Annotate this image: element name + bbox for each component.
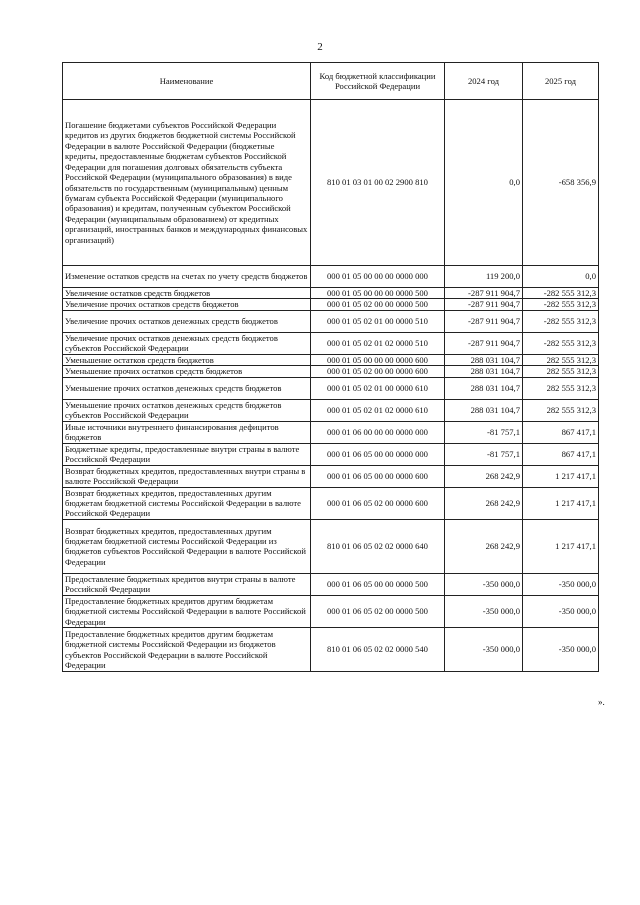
row-name-cell: Изменение остатков средств на счетах по учету средств бюджетов — [63, 266, 311, 288]
row-2025-value: -350 000,0 — [523, 628, 599, 672]
row-2025-value: 282 555 312,3 — [523, 354, 599, 365]
row-2024-value: 268 242,9 — [445, 519, 523, 573]
page-number: 2 — [317, 41, 323, 53]
row-code-cell: 000 01 06 05 02 00 0000 600 — [311, 487, 445, 519]
row-code-cell: 000 01 05 00 00 00 0000 000 — [311, 266, 445, 288]
row-name-cell: Увеличение прочих остатков денежных средств бюджетов — [63, 310, 311, 332]
row-2025-value: -282 555 312,3 — [523, 310, 599, 332]
row-2025-value: -658 356,9 — [523, 100, 599, 266]
budget-sources-table — [62, 62, 599, 672]
row-2024-value: -287 911 904,7 — [445, 299, 523, 310]
row-2025-value: -350 000,0 — [523, 595, 599, 627]
row-code-cell: 000 01 05 00 00 00 0000 600 — [311, 354, 445, 365]
table-row — [63, 443, 599, 465]
row-2025-value: 282 555 312,3 — [523, 377, 599, 399]
row-code-cell: 000 01 05 02 01 00 0000 610 — [311, 377, 445, 399]
row-2025-value: 0,0 — [523, 266, 599, 288]
row-2024-value: -350 000,0 — [445, 573, 523, 595]
row-2025-value: 282 555 312,3 — [523, 366, 599, 377]
row-code-cell: 000 01 06 05 00 00 0000 000 — [311, 443, 445, 465]
row-2025-value: 282 555 312,3 — [523, 399, 599, 421]
row-2024-value: 288 031 104,7 — [445, 354, 523, 365]
row-2025-value: -282 555 312,3 — [523, 299, 599, 310]
row-code-cell: 810 01 03 01 00 02 2900 810 — [311, 100, 445, 266]
table-header-row — [63, 63, 599, 100]
row-code-cell: 000 01 05 02 01 02 0000 510 — [311, 332, 445, 354]
table-row — [63, 288, 599, 299]
closing-quote-mark: ». — [598, 697, 605, 707]
row-code-cell: 000 01 06 05 02 00 0000 500 — [311, 595, 445, 627]
header-2025: 2025 год — [523, 63, 599, 100]
row-2024-value: -287 911 904,7 — [445, 310, 523, 332]
row-code-cell: 810 01 06 05 02 02 0000 540 — [311, 628, 445, 672]
table-row — [63, 377, 599, 399]
row-name-cell: Возврат бюджетных кредитов, предоставленных внутри страны в валюте Российской Федерации — [63, 465, 311, 487]
row-2025-value: 867 417,1 — [523, 421, 599, 443]
header-code: Код бюджетной классификации Российской Федерации — [311, 63, 445, 100]
row-code-cell: 810 01 06 05 02 02 0000 640 — [311, 519, 445, 573]
row-name-cell: Увеличение прочих остатков средств бюджетов — [63, 299, 311, 310]
row-name-cell: Уменьшение прочих остатков средств бюджетов — [63, 366, 311, 377]
row-2025-value: 1 217 417,1 — [523, 487, 599, 519]
row-code-cell: 000 01 05 02 00 00 0000 500 — [311, 299, 445, 310]
header-name: Наименование — [63, 63, 311, 100]
row-code-cell: 000 01 06 05 00 00 0000 600 — [311, 465, 445, 487]
table-row — [63, 354, 599, 365]
table-row — [63, 266, 599, 288]
row-2024-value: 0,0 — [445, 100, 523, 266]
row-2025-value: -282 555 312,3 — [523, 332, 599, 354]
table-row — [63, 299, 599, 310]
row-2025-value: -282 555 312,3 — [523, 288, 599, 299]
row-code-cell: 000 01 05 02 01 02 0000 610 — [311, 399, 445, 421]
table-row — [63, 595, 599, 627]
row-name-cell: Возврат бюджетных кредитов, предоставленных другим бюджетам бюджетной системы Российской Федерации в валюте Российской Федерации — [63, 487, 311, 519]
row-name-cell: Уменьшение остатков средств бюджетов — [63, 354, 311, 365]
table-row — [63, 310, 599, 332]
table-row — [63, 332, 599, 354]
table-row — [63, 573, 599, 595]
row-code-cell: 000 01 05 00 00 00 0000 500 — [311, 288, 445, 299]
table-row — [63, 366, 599, 377]
row-name-cell: Иные источники внутреннего финансирования дефицитов бюджетов — [63, 421, 311, 443]
row-name-cell: Возврат бюджетных кредитов, предоставленных другим бюджетам бюджетной системы Российской Федерации из бюджетов субъектов Российской Федерации в валюте Российской Федерации — [63, 519, 311, 573]
row-name-cell: Предоставление бюджетных кредитов другим бюджетам бюджетной системы Российской Федерации из бюджетов субъектов Российской Федерации в валюте Российской Федерации — [63, 628, 311, 672]
row-2024-value: 119 200,0 — [445, 266, 523, 288]
row-2024-value: 268 242,9 — [445, 465, 523, 487]
row-name-cell: Предоставление бюджетных кредитов внутри страны в валюте Российской Федерации — [63, 573, 311, 595]
header-2024: 2024 год — [445, 63, 523, 100]
table-row — [63, 399, 599, 421]
row-2024-value: -287 911 904,7 — [445, 288, 523, 299]
row-name-cell: Уменьшение прочих остатков денежных средств бюджетов — [63, 377, 311, 399]
table-row — [63, 628, 599, 672]
row-2025-value: 867 417,1 — [523, 443, 599, 465]
row-2024-value: 288 031 104,7 — [445, 399, 523, 421]
row-name-cell: Увеличение прочих остатков денежных средств бюджетов субъектов Российской Федерации — [63, 332, 311, 354]
table-row — [63, 100, 599, 266]
row-2024-value: -287 911 904,7 — [445, 332, 523, 354]
table-row — [63, 421, 599, 443]
table-row — [63, 465, 599, 487]
row-code-cell: 000 01 06 00 00 00 0000 000 — [311, 421, 445, 443]
row-name-cell: Увеличение остатков средств бюджетов — [63, 288, 311, 299]
row-2025-value: 1 217 417,1 — [523, 465, 599, 487]
table-row — [63, 487, 599, 519]
row-2024-value: -350 000,0 — [445, 628, 523, 672]
row-name-cell: Погашение бюджетами субъектов Российской Федерации кредитов из других бюджетов бюджетной системы Российской Федерации в валюте Российской Федерации (бюджетные кредиты, предоставленные бюджетам субъектов Российской Федерации для погашения долговых обязательств субъекта Российской Федерации (муниципального образования) в виде обязательств по государственным (муниципальным) ценным бумагам субъекта Российской Федерации (муниципального образования) и кредитам, полученным субъектом Российской Федерации (муниципальным образованием) от кредитных организаций, иностранных банков и международных финансовых организаций) — [63, 100, 311, 266]
row-2024-value: -81 757,1 — [445, 421, 523, 443]
row-2025-value: -350 000,0 — [523, 573, 599, 595]
row-name-cell: Уменьшение прочих остатков денежных средств бюджетов субъектов Российской Федерации — [63, 399, 311, 421]
row-code-cell: 000 01 05 02 00 00 0000 600 — [311, 366, 445, 377]
row-code-cell: 000 01 05 02 01 00 0000 510 — [311, 310, 445, 332]
table-row — [63, 519, 599, 573]
row-2024-value: 268 242,9 — [445, 487, 523, 519]
row-2024-value: -81 757,1 — [445, 443, 523, 465]
row-2024-value: -350 000,0 — [445, 595, 523, 627]
row-2025-value: 1 217 417,1 — [523, 519, 599, 573]
row-2024-value: 288 031 104,7 — [445, 377, 523, 399]
row-code-cell: 000 01 06 05 00 00 0000 500 — [311, 573, 445, 595]
row-name-cell: Предоставление бюджетных кредитов другим бюджетам бюджетной системы Российской Федерации в валюте Российской Федерации — [63, 595, 311, 627]
row-2024-value: 288 031 104,7 — [445, 366, 523, 377]
row-name-cell: Бюджетные кредиты, предоставленные внутри страны в валюте Российской Федерации — [63, 443, 311, 465]
